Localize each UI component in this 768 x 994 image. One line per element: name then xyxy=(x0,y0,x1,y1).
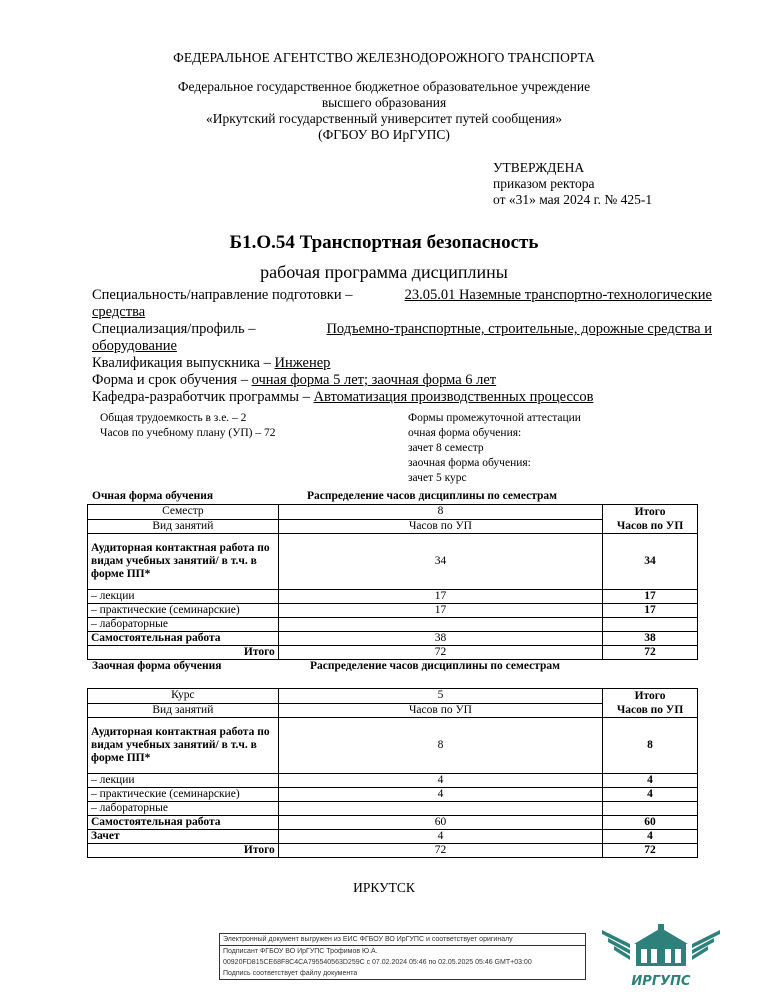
approval-line-1: УТВЕРЖДЕНА xyxy=(493,160,585,175)
cell-total xyxy=(603,618,698,632)
table1-caption-left: Очная форма обучения xyxy=(92,490,214,502)
cell-total: 60 xyxy=(603,816,698,830)
cell-value: 72 xyxy=(278,646,602,660)
row-label: – практические (семинарские) xyxy=(88,788,279,802)
row-label: – лабораторные xyxy=(88,618,279,632)
specialty-row xyxy=(92,287,712,304)
period-value: 5 xyxy=(278,689,602,704)
table-row xyxy=(88,534,698,590)
row-label: Итого xyxy=(88,844,279,858)
city: ИРКУТСК xyxy=(353,880,415,895)
signature-stamp xyxy=(219,933,586,980)
row-label: – лекции xyxy=(88,590,279,604)
row-label: Самостоятельная работа xyxy=(88,816,279,830)
cell-value: 4 xyxy=(278,774,602,788)
specialty-value-cont: средства xyxy=(92,304,146,320)
study-form-value: очная форма 5 лет; заочная форма 6 лет xyxy=(251,372,497,388)
table-row xyxy=(88,632,698,646)
row-label: Аудиторная контактная работа по видам учебных занятий/ в т.ч. в форме ПП* xyxy=(88,718,279,774)
table2-caption-right: Распределение часов дисциплины по семестрам xyxy=(310,660,560,672)
department-value: Автоматизация производственных процессов xyxy=(313,389,594,405)
cell-value: 38 xyxy=(278,632,602,646)
table-row xyxy=(88,788,698,802)
department-label: Кафедра-разработчик программы – xyxy=(92,389,310,405)
total-label-text: Итого xyxy=(634,506,666,518)
row-label: – практические (семинарские) xyxy=(88,604,279,618)
table-row xyxy=(88,774,698,788)
table-row xyxy=(88,618,698,632)
row-label: Итого xyxy=(88,646,279,660)
cell-value: 72 xyxy=(278,844,602,858)
cell-total: 72 xyxy=(603,844,698,858)
stamp-line-3: 00920FD815CE68F8C4CA795540563D259C с 07.02.2024 05:46 по 02.05.2025 05:46 GMT+03:00 xyxy=(223,959,532,966)
kind-label: Вид занятий xyxy=(88,703,279,718)
institution-line-1: Федеральное государственное бюджетное образовательное учреждение xyxy=(177,79,591,94)
part-time-hours-table xyxy=(87,688,698,858)
table-row xyxy=(88,590,698,604)
institution-line-2: высшего образования xyxy=(321,95,447,110)
approval-block xyxy=(493,160,652,208)
summary-right xyxy=(408,411,581,486)
agency-line: ФЕДЕРАЛЬНОЕ АГЕНТСТВО ЖЕЛЕЗНОДОРОЖНОГО ТРАНСПОРТА xyxy=(173,50,595,65)
period-label: Семестр xyxy=(88,505,279,520)
row-label: – лекции xyxy=(88,774,279,788)
stamp-line-4: Подпись соответствует файлу документа xyxy=(223,970,358,977)
program-info xyxy=(92,287,712,406)
cell-total: 4 xyxy=(603,830,698,844)
attestation-part-time-value: зачет 5 курс xyxy=(408,472,467,484)
logo-emblem-icon xyxy=(600,922,722,970)
table-row xyxy=(88,646,698,660)
logo-text: ИРГУПС xyxy=(631,974,691,989)
attestation-full-time: очная форма обучения: xyxy=(408,427,522,439)
cell-total xyxy=(603,802,698,816)
document-title: Б1.О.54 Транспортная безопасность xyxy=(229,232,539,253)
cell-total: 34 xyxy=(603,534,698,590)
cell-value: 17 xyxy=(278,604,602,618)
row-label: Самостоятельная работа xyxy=(88,632,279,646)
profile-value: Подъемно-транспортные, строительные, дорожные средства и xyxy=(326,321,712,337)
stamp-line-1: Электронный документ выгружен из ЕИС ФГБОУ ВО ИрГУПС и соответствует оригиналу xyxy=(220,934,585,946)
row-label: Аудиторная контактная работа по видам учебных занятий/ в т.ч. в форме ПП* xyxy=(88,534,279,590)
period-label: Курс xyxy=(88,689,279,704)
row-label: – лабораторные xyxy=(88,802,279,816)
table-row xyxy=(88,844,698,858)
table2-caption-left: Заочная форма обучения xyxy=(92,660,222,672)
cell-value: 34 xyxy=(278,534,602,590)
cell-value: 60 xyxy=(278,816,602,830)
department-row xyxy=(92,389,712,406)
study-form-label: Форма и срок обучения – xyxy=(92,372,248,388)
approval-line-3: от «31» мая 2024 г. № 425-1 xyxy=(493,192,653,207)
table-row xyxy=(88,505,698,520)
cell-value xyxy=(278,618,602,632)
cell-total: 72 xyxy=(603,646,698,660)
cell-total: 4 xyxy=(603,774,698,788)
study-form-row xyxy=(92,372,712,389)
table1-caption-right: Распределение часов дисциплины по семестрам xyxy=(307,490,557,502)
hours-label: Часов по УП xyxy=(278,703,602,718)
table-row xyxy=(88,718,698,774)
cell-value: 4 xyxy=(278,830,602,844)
total-label-text: Итого xyxy=(634,690,666,702)
hours-label: Часов по УП xyxy=(278,519,602,534)
kind-label: Вид занятий xyxy=(88,519,279,534)
table-row xyxy=(88,802,698,816)
profile-row xyxy=(92,321,712,338)
row-label: Зачет xyxy=(88,830,279,844)
cell-value: 4 xyxy=(278,788,602,802)
institution-line-3: «Иркутский государственный университет путей сообщения» xyxy=(206,111,562,126)
document-subtitle: рабочая программа дисциплины xyxy=(260,262,508,282)
total-hours-label: Часов по УП xyxy=(616,704,684,716)
table-row xyxy=(88,830,698,844)
attestation-title: Формы промежуточной аттестации xyxy=(408,412,581,424)
table-row xyxy=(88,816,698,830)
summary-credits: Общая трудоемкость в з.е. – 2 xyxy=(100,412,247,424)
specialty-value: 23.05.01 Наземные транспортно-технологические xyxy=(404,287,712,303)
summary-left xyxy=(100,411,275,441)
full-time-hours-table xyxy=(87,504,698,660)
cell-total: 17 xyxy=(603,604,698,618)
cell-value: 17 xyxy=(278,590,602,604)
profile-value-cont: оборудование xyxy=(92,338,177,354)
qualification-label: Квалификация выпускника – xyxy=(92,355,271,371)
table-row xyxy=(88,689,698,704)
cell-value xyxy=(278,802,602,816)
stamp-line-2: Подписант ФГБОУ ВО ИрГУПС Трофимов Ю.А. xyxy=(223,948,378,955)
institution-line-4: (ФГБОУ ВО ИрГУПС) xyxy=(318,127,450,142)
cell-total: 4 xyxy=(603,788,698,802)
total-label xyxy=(603,689,698,718)
period-value: 8 xyxy=(278,505,602,520)
table-row xyxy=(88,604,698,618)
university-logo xyxy=(600,922,722,989)
cell-total: 38 xyxy=(603,632,698,646)
attestation-full-time-value: зачет 8 семестр xyxy=(408,442,484,454)
cell-total: 8 xyxy=(603,718,698,774)
profile-label: Специализация/профиль – xyxy=(92,321,256,337)
cell-value: 8 xyxy=(278,718,602,774)
qualification-row xyxy=(92,355,712,372)
attestation-part-time: заочная форма обучения: xyxy=(408,457,531,469)
summary-hours: Часов по учебному плану (УП) – 72 xyxy=(100,427,276,439)
specialty-label: Специальность/направление подготовки – xyxy=(92,287,353,303)
approval-line-2: приказом ректора xyxy=(493,176,595,191)
total-hours-label: Часов по УП xyxy=(616,520,684,532)
cell-total: 17 xyxy=(603,590,698,604)
qualification-value: Инженер xyxy=(274,355,331,371)
total-label xyxy=(603,505,698,534)
